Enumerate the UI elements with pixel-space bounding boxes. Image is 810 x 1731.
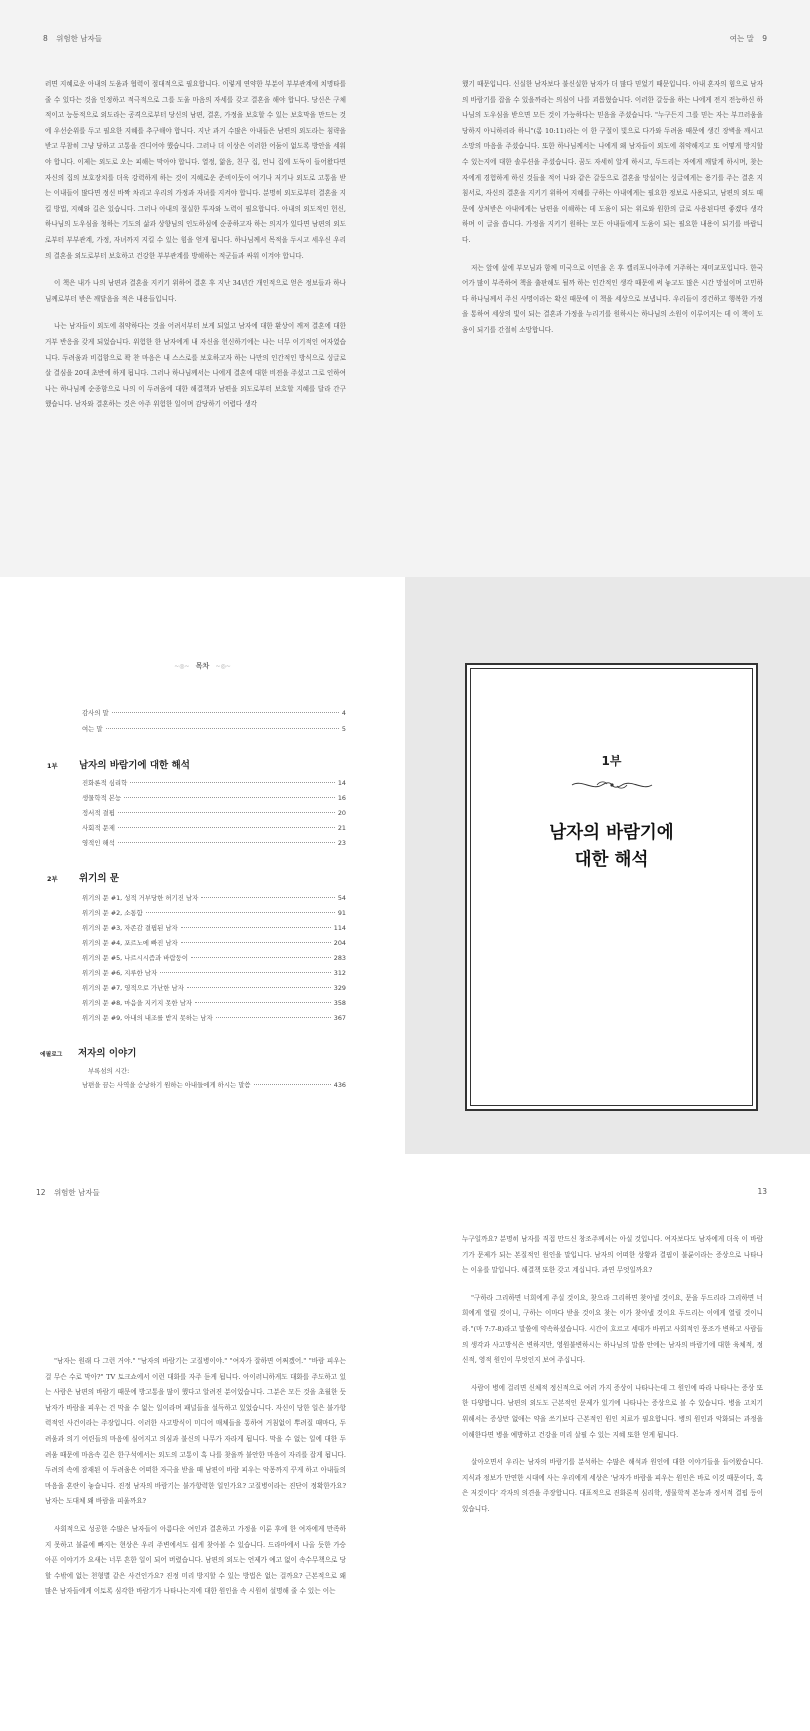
toc-entry-page: 204 — [333, 939, 346, 947]
page-13 — [405, 1154, 810, 1731]
toc-entry-page: 367 — [333, 1014, 346, 1022]
page-9 — [405, 0, 810, 577]
toc-entry-title: 위기의 문 #4, 포르노에 빠진 남자 — [82, 939, 178, 947]
toc-entry-page: 312 — [333, 969, 346, 977]
paragraph: 누구일까요? 분명히 남자를 직접 만드신 창조주께서는 아실 것입니다. 여자보다도 남자에게 더욱 이 바람기가 문제가 되는 본질적인 원인을 말입니다. 남자의 어떠한 상황과 결핍이 불륜이라는 증상으로 나타나는 이유를 말입니다. 해결책 또한 갖고 계십니다. 과연 무엇일까요? — [462, 1235, 763, 1275]
toc-entry[interactable] — [82, 838, 346, 847]
toc-entry-page: 16 — [337, 794, 346, 802]
page-number: 8 — [43, 34, 48, 43]
paragraph: 저는 앞에 살에 부모님과 함께 미국으로 이민을 온 후 캘리포니아주에 거주하는 재미교포입니다. 한국어가 많이 부족하여 책을 출판해도 될까 하는 인간적인 생각 때문에 써 놓고도 많은 시간 망설이며 고민하다 하나님께서 주신 사명이라는 확신 때문에 이 책을 세상으로 보냅니다. 우리들이 경건하고 행복한 가정을 통하여 세상의 빛이 되는 결혼과 가정을 누리기를 원하시는 하나님의 소원이 이루어지는 데 이 책이 도움이 되기를 간절히 소망합니다. — [462, 263, 763, 334]
paragraph: 살아오면서 우리는 남자의 바람기를 분석하는 수많은 해석과 원인에 대한 이야기들을 들어왔습니다. 지식과 정보가 만연한 시대에 사는 우리에게 세상은 '남자가 바람을 피우는 원인은 바로 이것 때문이다, 혹은 저것이다' 각자의 의견을 주장합니다. 대표적으로 진화론적 심리학, 생물학적 본능과 정서적 결핍 등이 있습니다. — [462, 1458, 763, 1513]
part-label: 1부 — [47, 762, 58, 770]
leader-dots — [181, 942, 331, 943]
toc-entry-page: 23 — [337, 839, 346, 847]
running-header — [730, 33, 773, 44]
spread-preface — [0, 0, 810, 577]
paragraph: "구하라 그리하면 너희에게 주실 것이요, 찾으라 그리하면 찾아낼 것이요, 문을 두드리라 그리하면 너희에게 열릴 것이니, 구하는 이마다 받을 것이요 찾는 이가 찾아낼 것이요 두드리는 이에게 열릴 것이니라."(마 7:7-8)라고 말씀에 약속하셨습니다. 시간이 흐르고 세대가 바뀌고 사회적인 풍조가 변하고 사람들의 생각과 사고방식은 변하지만, 영원불변하시는 하나님의 말씀 안에는 남자의 바람기에 대한 육체적, 정신적, 영적 원인이 무엇인지 보여 주십니다. — [462, 1293, 763, 1365]
leader-dots — [118, 812, 335, 813]
toc-entry-page: 358 — [333, 999, 346, 1007]
toc-entry[interactable] — [82, 968, 346, 977]
toc-entry-title: 생물학적 본능 — [82, 794, 122, 802]
leader-dots — [118, 827, 335, 828]
toc-entry[interactable] — [82, 983, 346, 992]
toc-entry-page: 283 — [333, 954, 346, 962]
part-title-line: 남자의 바람기에 — [549, 823, 674, 843]
body-text — [462, 1232, 763, 1530]
paragraph: 사람이 병에 걸리면 신체적 정신적으로 여러 가지 증상이 나타나는데 그 원인에 따라 나타나는 증상 또한 다양합니다. 남편의 외도도 근본적인 문제가 있기에 나타나는 증상으로 볼 수 있습니다. 병을 고치기 위해서는 증상만 없애는 약을 쓰기보다 근본적인 원인 치료가 필요합니다. 병의 원인과 악화되는 과정을 이해한다면 병을 예방하고 건강을 미리 살필 수 있는 지혜 또한 얻게 됩니다. — [462, 1383, 763, 1439]
toc-entry-title: 위기의 문 #8, 마음을 지키지 못한 남자 — [82, 999, 193, 1007]
toc-entry-title: 위기의 문 #3, 자존감 결핍된 남자 — [82, 924, 178, 932]
leader-dots — [146, 912, 335, 913]
toc-entry[interactable] — [82, 708, 346, 717]
body-text — [45, 1354, 346, 1612]
toc-part-3[interactable] — [40, 1041, 136, 1060]
part-title — [467, 820, 756, 874]
toc-entry[interactable] — [82, 823, 346, 832]
page-8 — [0, 0, 405, 577]
paragraph: 나는 남자들이 외도에 취약하다는 것을 어려서부터 보게 되었고 남자에 대한 환상이 깨져 결혼에 대한 거부 반응을 갖게 되었습니다. 위험한 한 남자에게 내 자신을 헌신하기에는 나는 너무 이기적인 여자였습니다. 두려움과 비겁함으로 꽉 찬 마음은 내 스스로를 보호하고자 하는 나만의 인간적인 방식으로 싱글로 살 결심을 20대 초반에 하게 됩니다. 그러나 하나님께서는 나에게 결혼에 대한 비전을 주셨고 그로 인하여 나는 하나님께 순종함으로 나의 이 두려움에 대한 해결책과 남편을 외도로부터 보호할 지혜를 달라 간구했습니다. 남자와 결혼하는 것은 아주 위험한 일이며 감당하기 어렵다 생각 — [45, 322, 346, 409]
part-title-frame — [465, 663, 758, 1111]
toc-entry-title: 진화론적 심리학 — [82, 779, 128, 787]
toc-entry-page: 91 — [337, 909, 346, 917]
toc-entry-title: 남편을 끔는 사역을 승낭하기 원하는 아내들에게 하시는 말씀 — [82, 1081, 251, 1089]
paragraph: 했기 때문입니다. 신실한 남자보다 불신실한 남자가 더 많다 믿었기 때문입니다. 아내 혼자의 힘으로 남자의 바람기를 잡을 수 있을까라는 의심이 나를 괴롭혔습니다. 이러한 갈등을 하는 나에게 전지 전능하신 하나님의 도우심을 받으면 모든 것이 가능하다는 믿음을 주셨습니다. "누구든지 그를 믿는 자는 부끄러움을 당하지 아니하리라 하니"(롬 10:11)라는 이 한 구절이 빛으로 다가와 두려움 때문에 생긴 장벽을 깨시고 소망의 마음을 주셨습니다. 또한 하나님께서는 나에게 왜 남자들이 외도에 취약해지고 또 어떻게 방지할 수 있는지에 대한 솔루션을 주셨습니다. 꿈도 자세히 알게 하시고, 두드리는 자에게 깨달게 하시며, 찾는 자에게 경험하게 하신 것들을 적어 나와 같은 갈등으로 결혼을 망설이는 싱글에게는 용기를 주는 결혼 지침서로, 자신의 결혼을 지키기 위하여 지혜를 구하는 아내에게는 필요한 정보로 사용되고, 남편의 외도 때문에 상처받은 아내에게는 남편을 이해하는 데 도움이 되는 위로와 원한의 글로 사용된다면 좋겠다 생각하며 이 글을 씁니다. 가정을 지키기 원하는 모든 아내들에게 도움이 되는 필요한 내용이 되기를 바랍니다. — [462, 80, 763, 244]
running-header — [30, 1187, 100, 1198]
toc-entry[interactable] — [82, 1080, 346, 1089]
book-title: 위험한 남자들 — [53, 1188, 100, 1197]
toc-entry[interactable] — [82, 1013, 346, 1022]
toc-entry-title: 정서적 결핍 — [82, 809, 115, 817]
toc-entry[interactable] — [82, 938, 346, 947]
book-title: 위험한 남자들 — [56, 34, 103, 43]
part-title: 위기의 문 — [79, 873, 120, 884]
toc-entry-title: 위기의 문 #7, 영적으로 가난한 남자 — [82, 984, 184, 992]
paragraph: 러면 지혜로운 아내의 도움과 협력이 절대적으로 필요합니다. 이렇게 연약한 부분이 부부관계에 치명타를 줄 수 있다는 것을 인정하고 적극적으로 그를 도울 마음의 자세를 갖고 결혼을 해야 합니다. 당신은 구체적이고 능동적으로 외도라는 공격으로부터 당신의 남편, 결혼, 가정을 보호할 수 있는 보호막을 만드는 것에 우선순위를 두고 필요한 지혜를 추구해야 합니다. 지난 과거 수많은 아내들은 남편의 외도라는 침략을 받고 무참히 그냥 당하고 고통을 견디어야 했습니다. 그러나 더 이상은 이러한 어둠이 없도록 방안을 세워야 합니다. 이제는 외도로 오는 피해는 막아야 합니다. 열정, 앎음, 친구 집, 언니 집에 도둑이 들어왔다면 자신의 집의 보호장치를 더욱 강력하게 하는 것이 지혜로운 준비이듯이 여기나 저기나 외도로 고통을 받는 이내들이 많다면 정신 바짝 차리고 우리의 가정과 자녀를 지켜야 합니다. 분명히 외도로부터 결혼을 지킬 방법, 지혜와 길은 있습니다. 그러나 아내의 절실한 투자와 노력이 필요합니다. 아내의 외도적인 헌신, 하나님의 도우심을 청하는 기도의 삶과 상향님의 인도하심에 순종하고자 하는 의지가 있다면 남편의 외도로부터 부부관계, 가정, 자녀까지 지킬 수 있는 힘을 얻게 됩니다. 하나님께서 목적을 두시고 세우신 우리의 결혼을 외도로부터 보호하고 건강한 부부관계를 방해하는 적군들과 싸워 이겨야 합니다. — [45, 80, 346, 260]
page-12 — [0, 1154, 405, 1731]
chapter-title: 여는 말 — [729, 34, 754, 43]
toc-entry[interactable] — [82, 808, 346, 817]
toc-part-2[interactable] — [47, 866, 119, 885]
toc-entry-title: 감사의 말 — [82, 709, 109, 717]
page-number: 13 — [757, 1187, 767, 1196]
leader-dots — [187, 987, 331, 988]
toc-entry-title: 위기의 문 #9, 아내의 내조를 받지 못하는 남자 — [82, 1014, 213, 1022]
toc-entry-title: 여는 말 — [82, 725, 103, 733]
paragraph: "남자는 원래 다 그런 거야." "남자의 바람기는 고질병이야." "여자가 잘하면 어쩌겠어." "바람 피우는 걸 무슨 수로 막아?" TV 토크쇼에서 이런 대화를 자주 듣게 됩니다. 아이러니하게도 대화를 주도하고 있는 사람은 남편의 바람기 때문에 방고통을 많이 했다고 알려진 분이었습니다. 그분은 모든 것을 초월한 듯 남자가 바람을 피우는 건 막을 수 없는 일이라며 패널들을 설득하고 있었습니다. 자신이 당한 일은 불가항력적인 사건이라는 주장입니다. 이러한 사고방식이 미디어 매체들을 통하여 거침없이 뿌려질 때마다, 두려움과 의기 어린들의 마음에 심어지고 의심과 불신의 나무가 자라게 됩니다. 막을 수 없는 일에 대한 두려움 때문에 마음속 깊은 한구석에서는 외도의 고통이 혹 나를 찾을까 불안한 마음이 자리를 잡게 됩니다. 두려의 속에 잠재된 이 두려움은 어떠한 자극을 받을 때 남편이 바람 피우는 악몽까지 꾸게 하고 아내들의 마음을 혼란이 놓습니다. 진정 남자의 바람기는 불가항력한 일인가요? 고질병이라는 진단이 정확한가요? 남자는 도대체 왜 바람을 피울까요? — [45, 1357, 346, 1506]
running-header — [751, 1187, 773, 1196]
leader-dots — [195, 1002, 331, 1003]
part-title: 저자의 이야기 — [78, 1048, 137, 1059]
toc-entry[interactable] — [82, 724, 346, 733]
toc-entry-page: 4 — [341, 709, 346, 717]
toc-entry[interactable] — [82, 778, 346, 787]
toc-entry-page: 14 — [337, 779, 346, 787]
ornament-icon: ~◎~ — [215, 663, 231, 670]
running-header — [37, 33, 102, 44]
page-number: 9 — [762, 34, 767, 43]
part-title-line: 대한 해석 — [574, 850, 649, 870]
toc-title: 목차 — [195, 662, 210, 670]
toc-entry-page: 114 — [333, 924, 346, 932]
spread-chapter-1 — [0, 1154, 810, 1731]
flourish-ornament-icon — [467, 777, 756, 796]
toc-entry-page: 5 — [341, 725, 346, 733]
toc-subheading: 부록섬의 시간: — [88, 1067, 130, 1075]
body-text — [45, 77, 346, 425]
ornament-icon: ~◎~ — [174, 663, 190, 670]
part-label: 에필로그 — [40, 1052, 63, 1058]
toc-entry[interactable] — [82, 793, 346, 802]
toc-entry-page: 329 — [333, 984, 346, 992]
toc-entry[interactable] — [82, 998, 346, 1007]
leader-dots — [181, 927, 331, 928]
toc-entry[interactable] — [82, 953, 346, 962]
body-text — [462, 77, 763, 351]
toc-entry-page: 21 — [337, 824, 346, 832]
page-number: 12 — [36, 1188, 46, 1197]
part-label: 2부 — [47, 875, 58, 883]
leader-dots — [191, 957, 331, 958]
inner-border — [470, 668, 753, 1106]
toc-entry-title: 사회적 문제 — [82, 824, 115, 832]
paragraph: 사회적으로 성공한 수많은 남자들이 아름다운 여인과 결혼하고 가정을 이룬 후에 한 여자에게 만족하지 못하고 불륜에 빠지는 현상은 우리 주변에서도 쉽게 찾아볼 수 있습니다. 드라마에서 나올 듯한 가승 아픈 이야기가 요새는 너무 흔한 일이 되어 버렸습니다. 남편의 외도는 언제가 예고 없이 속수무책으로 당할 수밖에 없는 천형별 같은 사건인가요? 진정 미리 방지할 수 있는 방법은 없는 걸까요? 근본적으로 왜 많은 남자들에게 이토록 심각한 바람기가 나타나는지에 대한 원인을 속 시원히 설명해 줄 수 있는 이는 — [45, 1524, 346, 1596]
leader-dots — [112, 712, 339, 713]
toc-entry-page: 54 — [337, 894, 346, 902]
toc-entry-title: 위기의 문 #1, 성적 거부당한 허기진 남자 — [82, 894, 199, 902]
toc-heading — [0, 661, 405, 671]
toc-entry-title: 위기의 문 #2, 소통함 — [82, 909, 143, 917]
toc-entry[interactable] — [82, 908, 346, 917]
leader-dots — [254, 1084, 331, 1085]
toc-entry-page: 436 — [333, 1081, 346, 1089]
toc-entry-page: 20 — [337, 809, 346, 817]
paragraph: 이 책은 내가 나의 남편과 결혼을 지키기 위하여 결혼 후 지난 34년간 개인적으로 얻은 정보들과 하나님께로부터 받은 깨달음을 적은 내용들입니다. — [45, 279, 346, 303]
part-title: 남자의 바람기에 대한 해석 — [79, 760, 190, 771]
leader-dots — [160, 972, 331, 973]
toc-entry-title: 위기의 문 #6, 지루한 남자 — [82, 969, 158, 977]
leader-dots — [106, 728, 339, 729]
part-label: 1부 — [601, 754, 622, 768]
toc-entry[interactable] — [82, 923, 346, 932]
toc-part-1[interactable] — [47, 753, 190, 772]
leader-dots — [130, 782, 335, 783]
leader-dots — [124, 797, 335, 798]
toc-entry[interactable] — [82, 893, 346, 902]
leader-dots — [216, 1017, 331, 1018]
toc-entry-title: 영적인 해석 — [82, 839, 115, 847]
toc-entry-title: 위기의 문 #5, 나르시시즘과 바람둥이 — [82, 954, 189, 962]
leader-dots — [118, 842, 335, 843]
leader-dots — [201, 897, 335, 898]
